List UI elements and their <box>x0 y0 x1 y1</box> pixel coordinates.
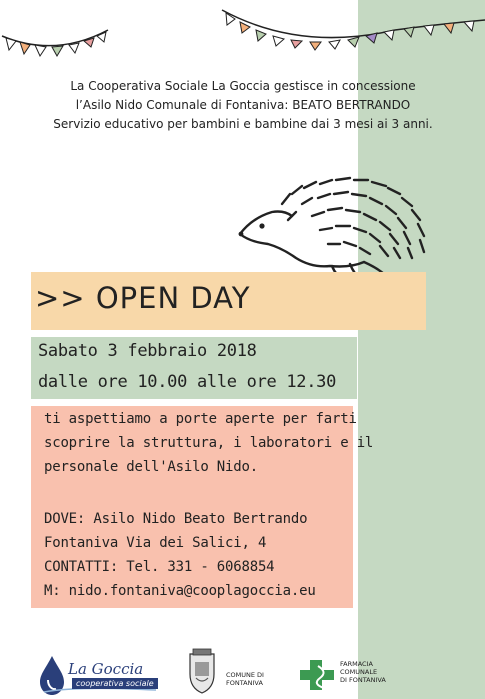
comune-line: COMUNE DI <box>226 671 264 679</box>
municipal-crest-icon <box>184 648 220 694</box>
intro-line: Servizio educativo per bambini e bambine dai 3 mesi ai 3 anni. <box>53 117 433 131</box>
bunting-flags-icon <box>0 0 485 80</box>
pharmacy-label <box>340 660 386 684</box>
contact-phone: CONTATTI: Tel. 331 - 6068854 <box>44 559 275 575</box>
goccia-logo-subtitle: cooperativa sociale <box>72 678 158 689</box>
intro-text <box>18 77 468 134</box>
location-text: DOVE: Asilo Nido Beato Bertrando <box>44 511 308 527</box>
pharmacy-cross-icon <box>298 658 336 692</box>
comune-label <box>226 671 264 687</box>
address-text: Fontaniva Via dei Salici, 4 <box>44 535 267 551</box>
contact-email[interactable]: M: nido.fontaniva@cooplagoccia.eu <box>44 583 316 599</box>
invite-text: scoprire la struttura, i laboratori e il <box>44 435 374 451</box>
intro-line: La Cooperativa Sociale La Goccia gestisce in concessione <box>70 79 416 93</box>
invite-text: personale dell'Asilo Nido. <box>44 459 258 475</box>
invite-text: ti aspettiamo a porte aperte per farti <box>44 411 357 427</box>
intro-line: l’Asilo Nido Comunale di Fontaniva: BEATO BERTRANDO <box>75 98 411 112</box>
event-date: Sabato 3 febbraio 2018 <box>38 341 257 361</box>
open-day-title: >> OPEN DAY <box>35 281 251 315</box>
pharmacy-line: DI FONTANIVA <box>340 676 386 684</box>
pharmacy-line: FARMACIA <box>340 660 373 668</box>
goccia-logo-name: La Goccia <box>68 660 144 678</box>
comune-line: FONTANIVA <box>226 679 263 687</box>
event-time: dalle ore 10.00 alle ore 12.30 <box>38 372 337 392</box>
pharmacy-line: COMUNALE <box>340 668 378 676</box>
